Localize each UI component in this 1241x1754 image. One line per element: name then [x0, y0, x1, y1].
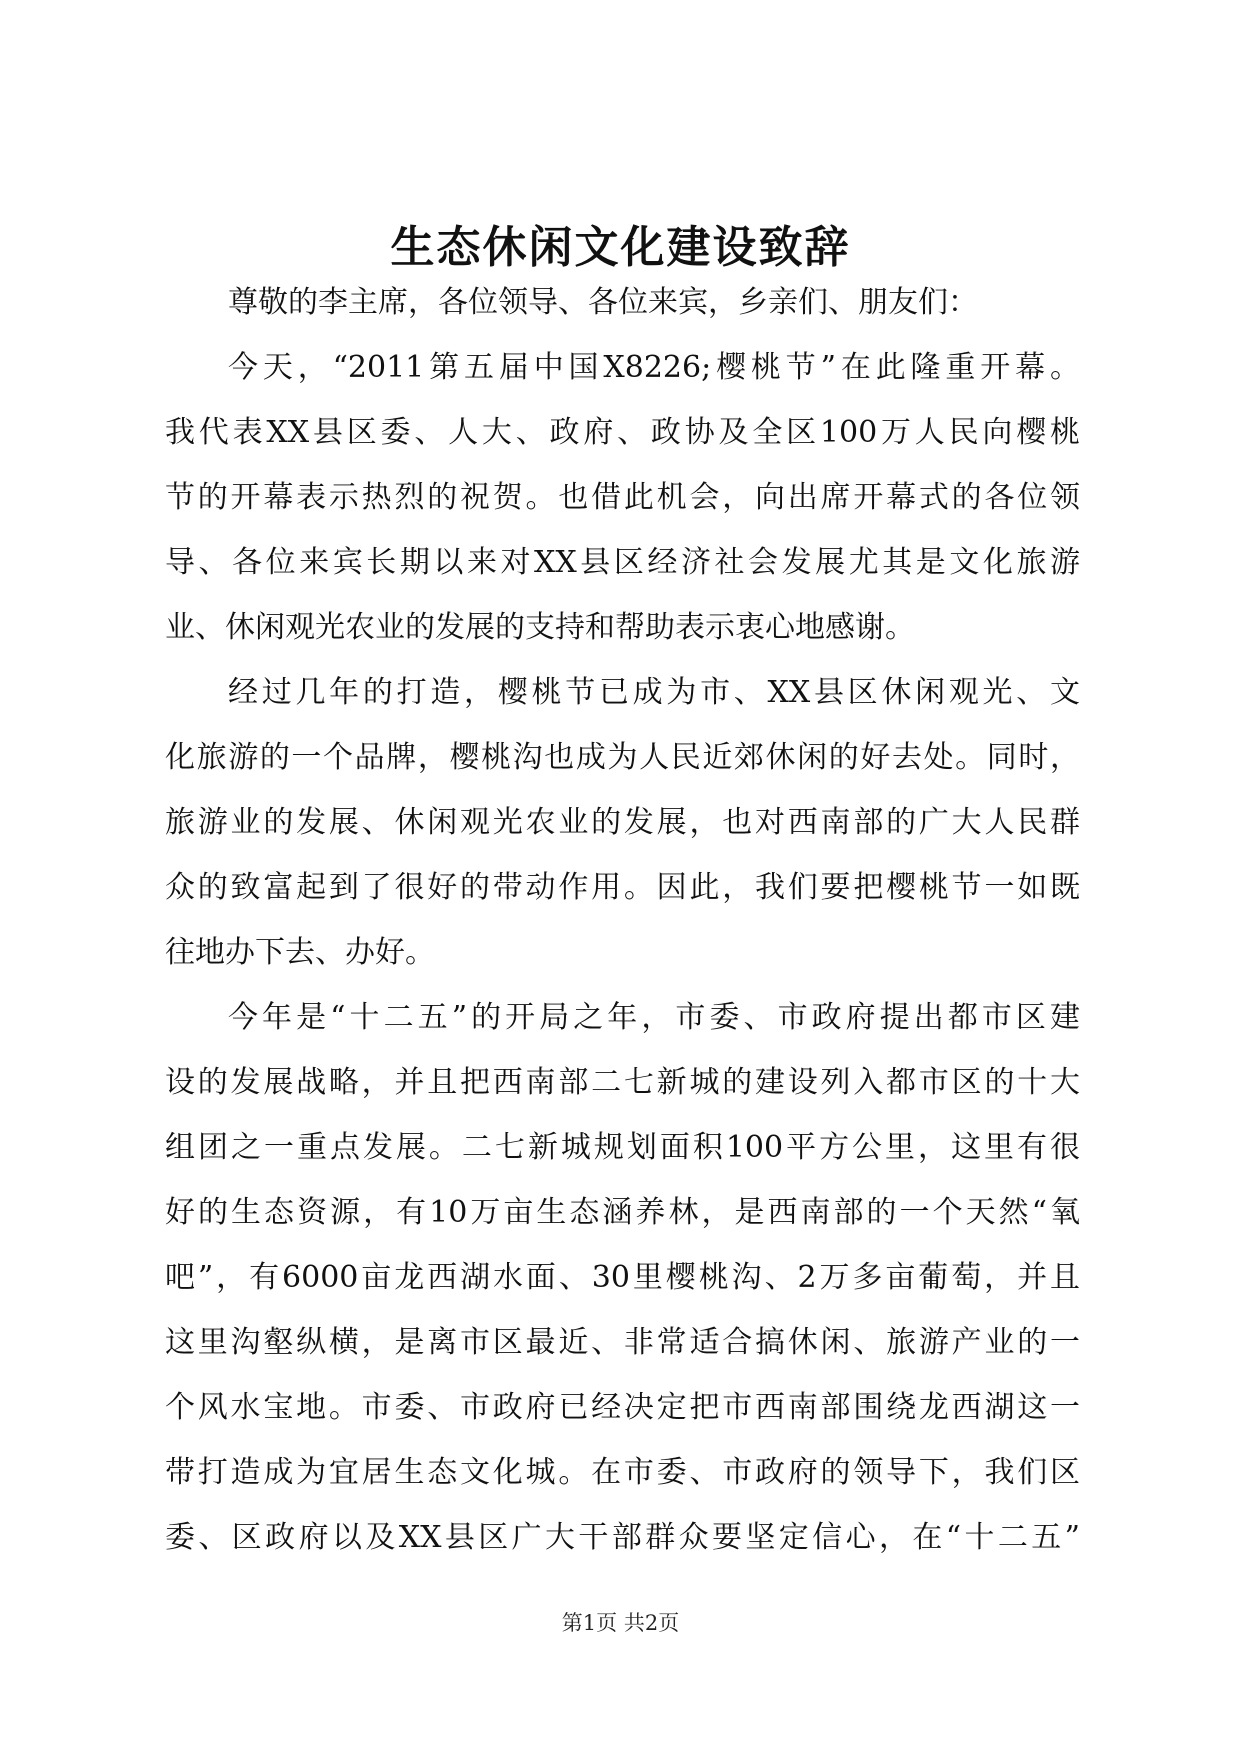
paragraph-3-line: 委、区政府以及XX县区广大干部群众要坚定信心，在“十二五” — [165, 1520, 1080, 1555]
paragraph-2-line: 众的致富起到了很好的带动作用。因此，我们要把樱桃节一如既 — [165, 870, 1080, 905]
paragraph-3-line: 好的生态资源，有10万亩生态涵养林，是西南部的一个天然“氧 — [165, 1195, 1080, 1230]
salutation-line: 尊敬的李主席，各位领导、各位来宾，乡亲们、朋友们： — [228, 285, 978, 320]
paragraph-3-line: 今年是“十二五”的开局之年，市委、市政府提出都市区建 — [228, 1000, 1080, 1035]
paragraph-1-line: 导、各位来宾长期以来对XX县区经济社会发展尤其是文化旅游 — [165, 545, 1080, 580]
paragraph-1-line: 今天，“2011第五届中国X8226;樱桃节”在此隆重开幕。 — [228, 350, 1080, 385]
paragraph-2-line: 经过几年的打造，樱桃节已成为市、XX县区休闲观光、文 — [228, 675, 1080, 710]
paragraph-3-line: 设的发展战略，并且把西南部二七新城的建设列入都市区的十大 — [165, 1065, 1080, 1100]
paragraph-2-line: 化旅游的一个品牌，樱桃沟也成为人民近郊休闲的好去处。同时， — [165, 740, 1080, 775]
paragraph-2-line: 旅游业的发展、休闲观光农业的发展，也对西南部的广大人民群 — [165, 805, 1080, 840]
paragraph-1-line: 业、休闲观光农业的发展的支持和帮助表示衷心地感谢。 — [165, 610, 915, 645]
paragraph-1-line: 我代表XX县区委、人大、政府、政协及全区100万人民向樱桃 — [165, 415, 1080, 450]
paragraph-1-line: 节的开幕表示热烈的祝贺。也借此机会，向出席开幕式的各位领 — [165, 480, 1080, 515]
paragraph-3-line: 吧”，有6000亩龙西湖水面、30里樱桃沟、2万多亩葡萄，并且 — [165, 1260, 1080, 1295]
document-title: 生态休闲文化建设致辞 — [390, 222, 851, 273]
page-footer: 第1页 共2页 — [561, 1611, 680, 1635]
paragraph-3-line: 个风水宝地。市委、市政府已经决定把市西南部围绕龙西湖这一 — [165, 1390, 1080, 1425]
paragraph-3-line: 组团之一重点发展。二七新城规划面积100平方公里，这里有很 — [165, 1130, 1080, 1165]
paragraph-3-line: 带打造成为宜居生态文化城。在市委、市政府的领导下，我们区 — [165, 1455, 1080, 1490]
document-body — [165, 270, 1080, 1570]
paragraph-3-line: 这里沟壑纵横，是离市区最近、非常适合搞休闲、旅游产业的一 — [165, 1325, 1080, 1360]
paragraph-2-line: 往地办下去、办好。 — [165, 935, 435, 970]
